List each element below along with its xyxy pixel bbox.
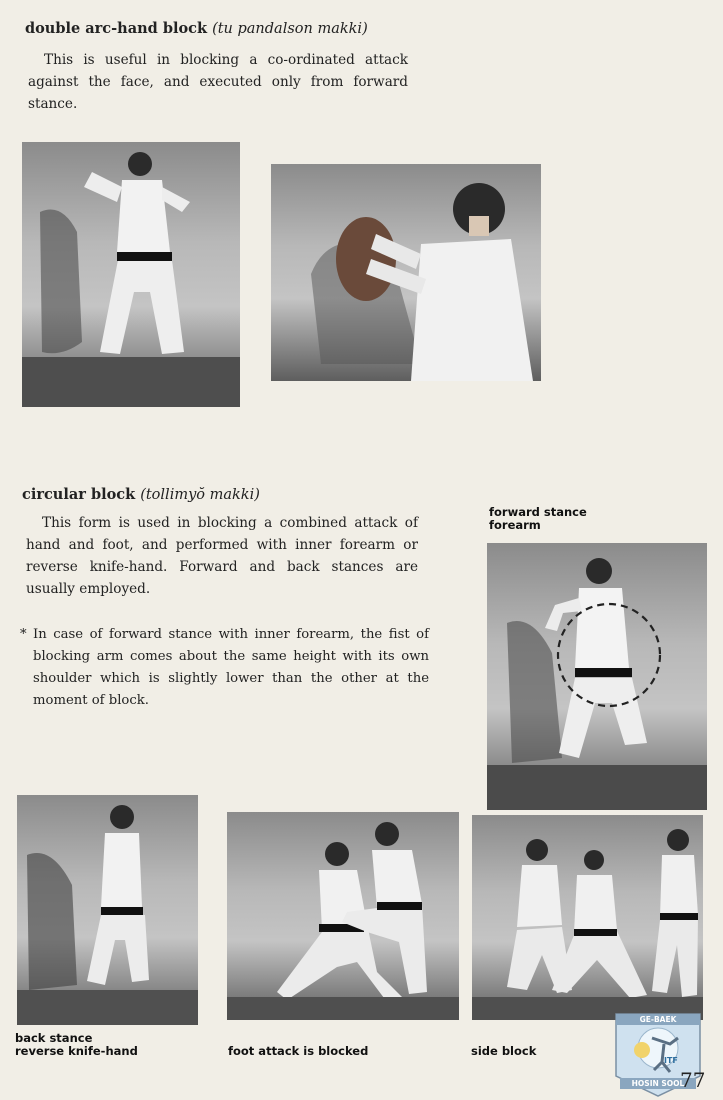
figure-illustration (487, 543, 707, 810)
logo-mark-text: ITF (664, 1056, 678, 1065)
photo-back-stance (17, 795, 198, 1025)
figure-illustration (17, 795, 198, 1025)
section-title-double-arc: double arc-hand block (tu pandalson makki) (25, 20, 368, 37)
caption-foot-attack: foot attack is blocked (228, 1044, 369, 1058)
caption-side-block: side block (471, 1044, 537, 1058)
double-arc-description: This is useful in blocking a co-ordinated attack against the face, and executed only from forward stance. (28, 52, 408, 112)
caption-back-stance: back stance reverse knife-hand (15, 1031, 138, 1058)
photo-forward-stance-forearm (487, 543, 707, 810)
logo-top-text: GE-BAEK (639, 1015, 677, 1024)
photo-double-arc-closeup (271, 164, 541, 381)
figure-illustration (227, 812, 459, 1020)
photo-double-arc-stance (22, 142, 240, 407)
circular-note: In case of forward stance with inner forearm, the fist of blocking arm comes about the same height with its own shoulder which is slightly lower than the other at the moment of block. (33, 627, 429, 708)
figure-illustration (22, 142, 240, 407)
note-asterisk: * (20, 627, 27, 642)
photo-side-block (472, 815, 703, 1020)
figure-illustration (271, 164, 541, 381)
logo-bottom-text: HOSIN SOOL (631, 1079, 685, 1088)
photo-foot-attack-blocked (227, 812, 459, 1020)
figure-illustration (472, 815, 703, 1020)
section-title-circular: circular block (tollimyŏ makki) (22, 486, 260, 503)
page-number: 77 (680, 1068, 706, 1092)
circular-description: This form is used in blocking a combined attack of hand and foot, and performed with inner forearm or reverse knife-hand. Forward and back stances are usually employed. (26, 515, 418, 597)
caption-forward-stance: forward stance forearm (489, 505, 587, 532)
